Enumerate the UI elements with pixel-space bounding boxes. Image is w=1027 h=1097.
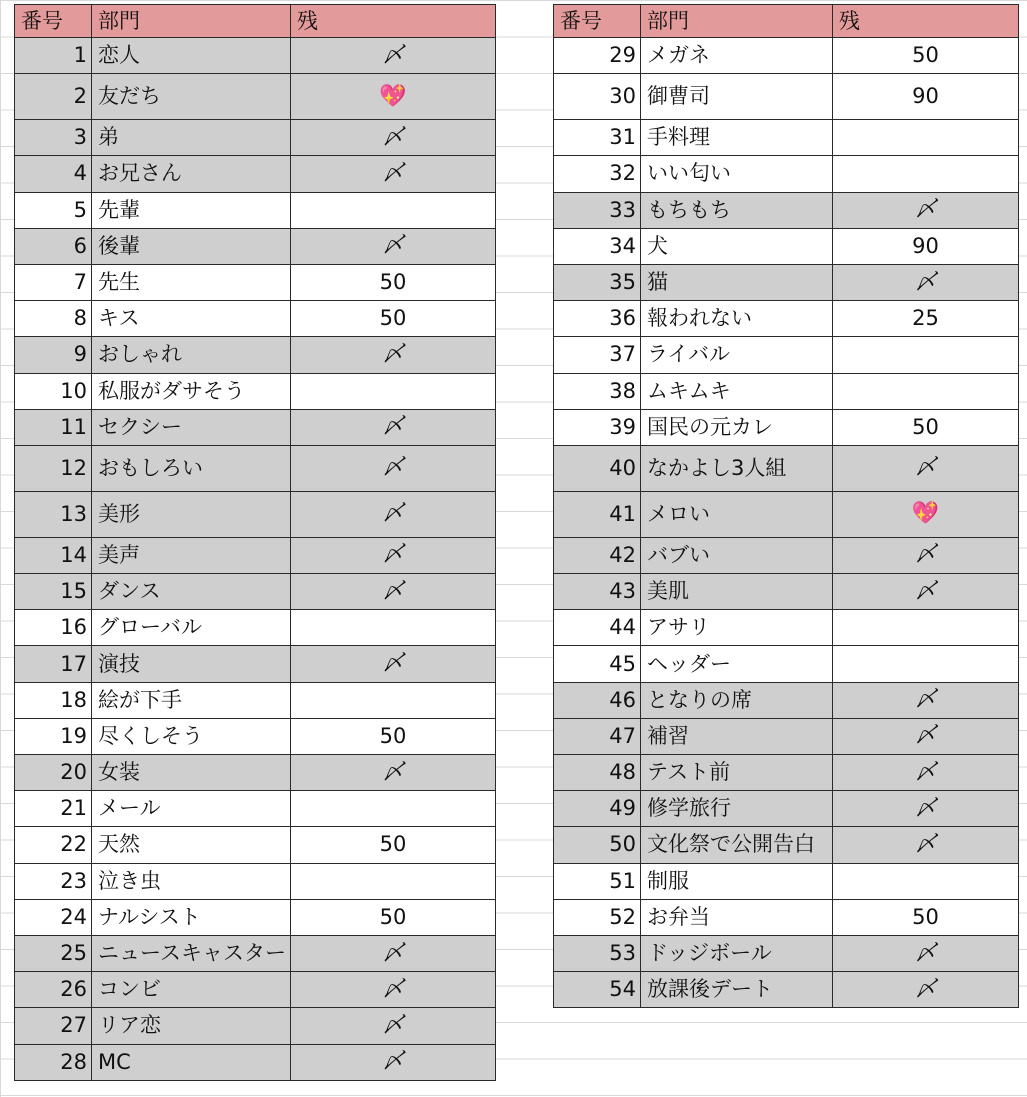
category-cell[interactable]: メール xyxy=(92,791,291,827)
remaining-value: 50 xyxy=(379,723,407,748)
category-cell[interactable]: 私服がダサそう xyxy=(92,373,291,409)
remaining-value: 25 xyxy=(912,306,939,331)
row-number-cell[interactable]: 46 xyxy=(554,682,641,718)
remaining-value: 50 xyxy=(379,904,407,929)
remaining-cell[interactable] xyxy=(833,718,1019,754)
remaining-value: 50 xyxy=(912,904,939,929)
category-cell[interactable]: グローバル xyxy=(92,610,291,646)
table-row xyxy=(554,74,1019,120)
row-number-cell[interactable]: 27 xyxy=(15,1008,92,1044)
row-number-cell[interactable]: 35 xyxy=(554,264,641,300)
table-row xyxy=(15,899,496,935)
row-number-cell[interactable]: 24 xyxy=(15,899,92,935)
row-number-cell[interactable]: 32 xyxy=(554,156,641,192)
table-row xyxy=(15,682,496,718)
remaining-value: 50 xyxy=(912,414,939,439)
category-cell[interactable]: 絵が下手 xyxy=(92,682,291,718)
category-cell[interactable]: 手料理 xyxy=(641,120,833,156)
table-row xyxy=(15,935,496,971)
row-number-cell[interactable]: 14 xyxy=(15,537,92,573)
header-number[interactable]: 番号 xyxy=(15,5,92,38)
remaining-cell[interactable] xyxy=(833,755,1019,791)
category-cell[interactable]: セクシー xyxy=(92,409,291,445)
row-number-cell[interactable]: 10 xyxy=(15,373,92,409)
category-cell[interactable]: 国民の元カレ xyxy=(641,409,833,445)
row-number-cell[interactable]: 5 xyxy=(15,192,92,228)
row-number-cell[interactable]: 15 xyxy=(15,574,92,610)
row-number-cell[interactable]: 7 xyxy=(15,264,92,300)
table-row xyxy=(554,791,1019,827)
row-number-cell[interactable]: 37 xyxy=(554,337,641,373)
header-number[interactable]: 番号 xyxy=(554,5,641,38)
shime-mark: 〆 xyxy=(914,940,937,966)
row-number-cell[interactable]: 2 xyxy=(15,74,92,120)
remaining-cell[interactable] xyxy=(833,192,1019,228)
table-row xyxy=(554,301,1019,337)
row-number-cell[interactable]: 43 xyxy=(554,574,641,610)
remaining-cell[interactable] xyxy=(291,228,496,264)
remaining-cell[interactable] xyxy=(833,156,1019,192)
remaining-cell[interactable] xyxy=(833,646,1019,682)
shime-mark: 〆 xyxy=(381,542,404,568)
category-cell[interactable]: キス xyxy=(92,301,291,337)
shime-mark: 〆 xyxy=(914,197,937,223)
remaining-cell[interactable] xyxy=(291,156,496,192)
shime-mark: 〆 xyxy=(914,723,937,749)
table-row xyxy=(15,264,496,300)
table-row xyxy=(15,337,496,373)
category-cell[interactable]: ドッジボール xyxy=(641,935,833,971)
remaining-cell[interactable] xyxy=(833,610,1019,646)
table-row xyxy=(15,791,496,827)
row-number-cell[interactable]: 23 xyxy=(15,863,92,899)
header-row xyxy=(15,5,496,38)
shime-mark: 〆 xyxy=(914,687,937,713)
table-row xyxy=(15,755,496,791)
row-number-cell[interactable]: 38 xyxy=(554,373,641,409)
category-cell[interactable]: 報われない xyxy=(641,301,833,337)
remaining-cell[interactable] xyxy=(833,337,1019,373)
category-cell[interactable]: 弟 xyxy=(92,120,291,156)
table-row xyxy=(554,491,1019,537)
remaining-cell[interactable] xyxy=(291,537,496,573)
category-cell[interactable]: 尽くしそう xyxy=(92,718,291,754)
shime-mark: 〆 xyxy=(381,1012,404,1038)
row-number-cell[interactable]: 44 xyxy=(554,610,641,646)
category-cell[interactable]: ニュースキャスター xyxy=(92,935,291,971)
shime-mark: 〆 xyxy=(381,940,404,966)
category-cell[interactable]: メガネ xyxy=(641,38,833,74)
shime-mark: 〆 xyxy=(381,233,404,259)
shime-mark: 〆 xyxy=(381,160,404,186)
remaining-cell[interactable] xyxy=(833,899,1019,935)
table-row xyxy=(554,264,1019,300)
category-cell[interactable]: 先生 xyxy=(92,264,291,300)
remaining-cell[interactable] xyxy=(291,264,496,300)
row-number-cell[interactable]: 20 xyxy=(15,755,92,791)
remaining-cell[interactable] xyxy=(291,863,496,899)
shime-mark: 〆 xyxy=(914,831,937,857)
remaining-value: 50 xyxy=(379,306,407,331)
row-number-cell[interactable]: 49 xyxy=(554,791,641,827)
category-cell[interactable]: 演技 xyxy=(92,646,291,682)
table-row xyxy=(554,156,1019,192)
category-cell[interactable]: 文化祭で公開告白 xyxy=(641,827,833,863)
table-row xyxy=(554,682,1019,718)
shime-mark: 〆 xyxy=(914,795,937,821)
remaining-cell[interactable] xyxy=(291,337,496,373)
remaining-cell[interactable] xyxy=(833,863,1019,899)
category-cell[interactable]: 恋人 xyxy=(92,38,291,74)
shime-mark: 〆 xyxy=(914,759,937,785)
remaining-cell[interactable] xyxy=(291,120,496,156)
category-cell[interactable]: 美肌 xyxy=(641,574,833,610)
remaining-cell[interactable] xyxy=(833,38,1019,74)
table-row xyxy=(554,373,1019,409)
row-number-cell[interactable]: 9 xyxy=(15,337,92,373)
row-number-cell[interactable]: 45 xyxy=(554,646,641,682)
remaining-cell[interactable] xyxy=(833,409,1019,445)
row-number-cell[interactable]: 40 xyxy=(554,445,641,491)
category-cell[interactable]: バブい xyxy=(641,537,833,573)
remaining-cell[interactable] xyxy=(291,899,496,935)
shime-mark: 〆 xyxy=(914,269,937,295)
table-row xyxy=(554,445,1019,491)
shime-mark: 〆 xyxy=(381,42,404,68)
table-row xyxy=(15,1008,496,1044)
row-number-cell[interactable]: 41 xyxy=(554,491,641,537)
remaining-cell[interactable] xyxy=(291,74,496,120)
row-number-cell[interactable]: 3 xyxy=(15,120,92,156)
category-cell[interactable]: 放課後デート xyxy=(641,972,833,1008)
remaining-cell[interactable] xyxy=(833,301,1019,337)
row-number-cell[interactable]: 11 xyxy=(15,409,92,445)
shime-mark: 〆 xyxy=(381,976,404,1002)
row-number-cell[interactable]: 54 xyxy=(554,972,641,1008)
table-row xyxy=(15,972,496,1008)
shime-mark: 〆 xyxy=(381,124,404,150)
remaining-cell[interactable] xyxy=(833,445,1019,491)
shime-mark: 〆 xyxy=(381,455,404,481)
row-number-cell[interactable]: 42 xyxy=(554,537,641,573)
category-cell[interactable]: 女装 xyxy=(92,755,291,791)
remaining-cell[interactable] xyxy=(833,682,1019,718)
row-number-cell[interactable]: 33 xyxy=(554,192,641,228)
remaining-cell[interactable] xyxy=(833,120,1019,156)
remaining-cell[interactable] xyxy=(291,373,496,409)
shime-mark: 〆 xyxy=(381,501,404,527)
remaining-cell[interactable] xyxy=(833,228,1019,264)
remaining-cell[interactable] xyxy=(291,491,496,537)
shime-mark: 〆 xyxy=(381,341,404,367)
shime-mark: 〆 xyxy=(381,578,404,604)
table-row xyxy=(15,827,496,863)
remaining-cell[interactable] xyxy=(291,301,496,337)
row-number-cell[interactable]: 4 xyxy=(15,156,92,192)
category-cell[interactable]: MC xyxy=(92,1044,291,1080)
shime-mark: 〆 xyxy=(914,976,937,1002)
table-row xyxy=(15,373,496,409)
row-number-cell[interactable]: 36 xyxy=(554,301,641,337)
table-row xyxy=(554,863,1019,899)
row-number-cell[interactable]: 22 xyxy=(15,827,92,863)
remaining-cell[interactable] xyxy=(833,935,1019,971)
category-cell[interactable]: 猫 xyxy=(641,264,833,300)
row-number-cell[interactable]: 53 xyxy=(554,935,641,971)
table-row xyxy=(15,228,496,264)
table-row xyxy=(15,491,496,537)
remaining-cell[interactable] xyxy=(291,445,496,491)
shime-mark: 〆 xyxy=(381,759,404,785)
remaining-cell[interactable] xyxy=(291,192,496,228)
row-number-cell[interactable]: 39 xyxy=(554,409,641,445)
category-cell[interactable]: ヘッダー xyxy=(641,646,833,682)
table-row xyxy=(15,192,496,228)
row-number-cell[interactable]: 13 xyxy=(15,491,92,537)
header-remaining[interactable]: 残 xyxy=(833,5,1019,38)
row-number-cell[interactable]: 26 xyxy=(15,972,92,1008)
table-row xyxy=(15,646,496,682)
category-cell[interactable]: お弁当 xyxy=(641,899,833,935)
remaining-cell[interactable] xyxy=(291,682,496,718)
table-row xyxy=(554,537,1019,573)
row-number-cell[interactable]: 12 xyxy=(15,445,92,491)
category-cell[interactable]: 修学旅行 xyxy=(641,791,833,827)
table-row xyxy=(15,74,496,120)
table-row xyxy=(554,610,1019,646)
row-number-cell[interactable]: 28 xyxy=(15,1044,92,1080)
row-number-cell[interactable]: 21 xyxy=(15,791,92,827)
row-number-cell[interactable]: 8 xyxy=(15,301,92,337)
table-row xyxy=(554,755,1019,791)
table-row xyxy=(554,935,1019,971)
table-row xyxy=(554,827,1019,863)
table-row xyxy=(15,301,496,337)
category-cell[interactable]: お兄さん xyxy=(92,156,291,192)
row-number-cell[interactable]: 1 xyxy=(15,38,92,74)
category-cell[interactable]: テスト前 xyxy=(641,755,833,791)
category-cell[interactable]: ダンス xyxy=(92,574,291,610)
table-row xyxy=(554,38,1019,74)
remaining-cell[interactable] xyxy=(833,827,1019,863)
table-row xyxy=(15,1044,496,1080)
category-cell[interactable]: 犬 xyxy=(641,228,833,264)
sparkling-heart-icon: 💖 xyxy=(379,83,407,109)
shime-mark: 〆 xyxy=(914,542,937,568)
remaining-cell[interactable] xyxy=(291,972,496,1008)
category-cell[interactable]: 友だち xyxy=(92,74,291,120)
shime-mark: 〆 xyxy=(914,578,937,604)
remaining-value: 90 xyxy=(912,84,939,109)
table-row xyxy=(15,574,496,610)
table-row xyxy=(554,409,1019,445)
table-row xyxy=(554,228,1019,264)
row-number-cell[interactable]: 17 xyxy=(15,646,92,682)
remaining-cell[interactable] xyxy=(291,610,496,646)
category-cell[interactable]: ナルシスト xyxy=(92,899,291,935)
category-cell[interactable]: ライバル xyxy=(641,337,833,373)
remaining-cell[interactable] xyxy=(833,264,1019,300)
category-cell[interactable]: 天然 xyxy=(92,827,291,863)
remaining-cell[interactable] xyxy=(291,646,496,682)
remaining-cell[interactable] xyxy=(291,1044,496,1080)
row-number-cell[interactable]: 29 xyxy=(554,38,641,74)
remaining-value: 50 xyxy=(379,270,407,295)
row-number-cell[interactable]: 31 xyxy=(554,120,641,156)
category-cell[interactable]: 先輩 xyxy=(92,192,291,228)
remaining-value: 90 xyxy=(912,233,939,258)
remaining-cell[interactable] xyxy=(291,38,496,74)
row-number-cell[interactable]: 16 xyxy=(15,610,92,646)
remaining-cell[interactable] xyxy=(291,574,496,610)
shime-mark: 〆 xyxy=(381,414,404,440)
category-cell[interactable]: おしゃれ xyxy=(92,337,291,373)
remaining-cell[interactable] xyxy=(291,409,496,445)
table-row xyxy=(15,156,496,192)
row-number-cell[interactable]: 18 xyxy=(15,682,92,718)
category-cell[interactable]: ムキムキ xyxy=(641,373,833,409)
category-cell[interactable]: 補習 xyxy=(641,718,833,754)
table-row xyxy=(554,646,1019,682)
remaining-cell[interactable] xyxy=(833,972,1019,1008)
category-cell[interactable]: となりの席 xyxy=(641,682,833,718)
header-row xyxy=(554,5,1019,38)
category-cell[interactable]: 制服 xyxy=(641,863,833,899)
category-cell[interactable]: 美声 xyxy=(92,537,291,573)
category-cell[interactable]: おもしろい xyxy=(92,445,291,491)
remaining-cell[interactable] xyxy=(291,791,496,827)
remaining-cell[interactable] xyxy=(291,1008,496,1044)
remaining-value: 50 xyxy=(912,43,939,68)
table-row xyxy=(554,899,1019,935)
row-number-cell[interactable]: 6 xyxy=(15,228,92,264)
category-cell[interactable]: 泣き虫 xyxy=(92,863,291,899)
remaining-value: 50 xyxy=(379,832,407,857)
left-table xyxy=(14,4,496,1081)
table-row xyxy=(554,718,1019,754)
shime-mark: 〆 xyxy=(914,455,937,481)
category-cell[interactable]: コンビ xyxy=(92,972,291,1008)
remaining-cell[interactable] xyxy=(291,755,496,791)
row-number-cell[interactable]: 30 xyxy=(554,74,641,120)
header-category[interactable]: 部門 xyxy=(641,5,833,38)
table-row xyxy=(15,718,496,754)
row-number-cell[interactable]: 19 xyxy=(15,718,92,754)
category-cell[interactable]: 御曹司 xyxy=(641,74,833,120)
header-category[interactable]: 部門 xyxy=(92,5,291,38)
shime-mark: 〆 xyxy=(381,1049,404,1075)
row-number-cell[interactable]: 47 xyxy=(554,718,641,754)
table-row xyxy=(15,38,496,74)
row-number-cell[interactable]: 34 xyxy=(554,228,641,264)
table-row xyxy=(554,574,1019,610)
row-number-cell[interactable]: 25 xyxy=(15,935,92,971)
remaining-cell[interactable] xyxy=(833,491,1019,537)
category-cell[interactable]: 美形 xyxy=(92,491,291,537)
sparkling-heart-icon: 💖 xyxy=(911,501,940,527)
table-row xyxy=(15,863,496,899)
remaining-cell[interactable] xyxy=(291,827,496,863)
table-row xyxy=(15,445,496,491)
row-number-cell[interactable]: 50 xyxy=(554,827,641,863)
table-row xyxy=(554,192,1019,228)
shime-mark: 〆 xyxy=(381,651,404,677)
remaining-cell[interactable] xyxy=(833,74,1019,120)
remaining-cell[interactable] xyxy=(833,574,1019,610)
category-cell[interactable]: もちもち xyxy=(641,192,833,228)
remaining-cell[interactable] xyxy=(833,537,1019,573)
table-row xyxy=(554,120,1019,156)
category-cell[interactable]: なかよし3人組 xyxy=(641,445,833,491)
remaining-cell[interactable] xyxy=(291,718,496,754)
row-number-cell[interactable]: 52 xyxy=(554,899,641,935)
table-row xyxy=(15,409,496,445)
category-cell[interactable]: アサリ xyxy=(641,610,833,646)
table-row xyxy=(15,120,496,156)
remaining-cell[interactable] xyxy=(833,791,1019,827)
category-cell[interactable]: メロい xyxy=(641,491,833,537)
row-number-cell[interactable]: 48 xyxy=(554,755,641,791)
remaining-cell[interactable] xyxy=(291,935,496,971)
category-cell[interactable]: 後輩 xyxy=(92,228,291,264)
right-table xyxy=(553,4,1019,1008)
table-row xyxy=(554,337,1019,373)
header-remaining[interactable]: 残 xyxy=(291,5,496,38)
category-cell[interactable]: リア恋 xyxy=(92,1008,291,1044)
table-row xyxy=(554,972,1019,1008)
row-number-cell[interactable]: 51 xyxy=(554,863,641,899)
remaining-cell[interactable] xyxy=(833,373,1019,409)
category-cell[interactable]: いい匂い xyxy=(641,156,833,192)
table-row xyxy=(15,537,496,573)
table-row xyxy=(15,610,496,646)
